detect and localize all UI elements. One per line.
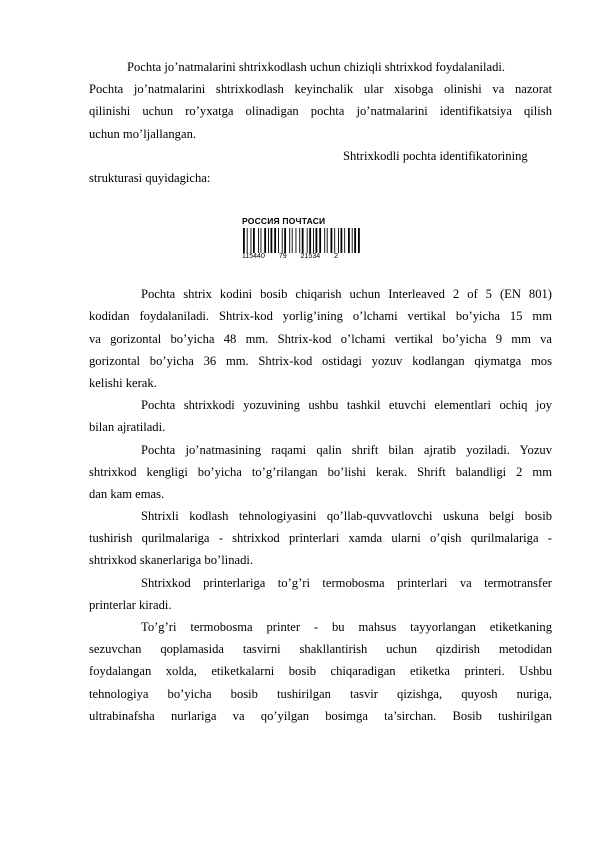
intro-paragraph: [89, 56, 552, 145]
barcode-bar: [258, 228, 259, 254]
barcode-bar: [253, 228, 255, 254]
text-line: Pochta jo’natmalarini shtrixkodlash keyinchalik ular xisobga olinishi va nazorat: [89, 82, 552, 97]
barcode-bar: [324, 228, 325, 254]
text-line: tehnologiya bo’yicha bosib tushirilgan tasvir qizishga, quyosh nuriga,: [89, 686, 552, 701]
barcode-bar: [327, 228, 328, 254]
text-line: Pochta shtrix kodini bosib chiqarish uchun Interleaved 2 of 5 (EN 801): [141, 287, 552, 302]
text-line: kodidan foydalaniladi. Shtrix-kod yorlig’ining o’lchami vertikal bo’yicha 15 mm: [89, 309, 552, 324]
barcode-bar: [268, 228, 269, 254]
barcode-bar: [296, 228, 297, 254]
text-line: foydalangan xolda, etiketkalarni bosib chiqaradigan etiketka printeri. Ushbu: [89, 664, 552, 679]
text-line: tushirish qurilmalariga - shtrixkod printerlari xamda ularni o’qish qurilmalariga -: [89, 531, 552, 546]
paragraph: [89, 283, 552, 394]
barcode-bar: [352, 228, 353, 254]
paragraph: [89, 439, 552, 506]
text-line: ultrabinafsha nurlariga va qo’yilgan bosimga ta’sirchan. Bosib tushirilgan: [89, 708, 552, 723]
text-line: uchun mo’ljallangan.: [89, 126, 197, 141]
text-line: Shtrixkod printerlariga to’g’ri termobosma printerlari va termotransfer: [141, 575, 552, 590]
text-line: va gorizontal bo’yicha 48 mm. Shtrix-kod o’lchami vertikal bo’yicha 9 mm va: [89, 331, 552, 346]
barcode-bar: [348, 228, 350, 254]
text-line: shtrixkod kengligi bo’yicha to’g’rilangan bo’lishi kerak. Shrift balandligi 2 mm: [89, 464, 552, 479]
barcode-bar: [313, 228, 314, 254]
text-line: To’g’ri termobosma printer - bu mahsus tayyorlangan etiketkaning: [141, 620, 552, 635]
text-line: printerlar kiradi.: [89, 597, 172, 612]
barcode-bar: [243, 228, 245, 254]
barcode-bar: [354, 228, 356, 254]
text-line: Pochta jo’natmalarini shtrixkodlash uchun chiziqli shtrixkod foydalaniladi.: [127, 60, 506, 74]
barcode-label: [242, 216, 412, 264]
barcode-bar: [247, 228, 248, 254]
paragraph: [89, 572, 552, 616]
barcode-digit-group: 79: [278, 253, 287, 261]
text-line: Shtrixli kodlash tehnologiyasini qo’llab-quvvatlovchi uskuna belgi bosib: [141, 509, 552, 524]
barcode-bar: [299, 228, 300, 254]
figure-caption: [89, 145, 552, 189]
barcode-digits: [242, 253, 412, 260]
text-line: qilinishi uchun ro’yxatga olinadigan pochta jo’natmalarini identifikatsiya qilish: [89, 104, 552, 119]
barcode-bar: [344, 228, 345, 254]
barcode-bar: [284, 228, 286, 254]
text-line: dan kam emas.: [89, 486, 165, 501]
barcode-title: РОССИЯ ПОЧТАСИ: [242, 216, 326, 227]
barcode-bar: [334, 228, 335, 254]
barcode-bar: [341, 228, 343, 254]
text-line: sezuvchan qoplamasida tasvirni shakllantirish uchun qizdirish metodidan: [89, 642, 552, 657]
barcode-bar: [289, 228, 290, 254]
paragraph: [89, 505, 552, 572]
barcode-bar: [278, 228, 279, 254]
text-line: Pochta jo’natmasining raqami qalin shrift bilan ajratib yoziladi. Yozuv: [141, 442, 552, 457]
paragraph: [89, 394, 552, 438]
barcode-digit-group: 21534: [300, 253, 321, 261]
barcode-bar: [261, 228, 262, 254]
text-line: kelishi kerak.: [89, 375, 157, 390]
barcode-bar: [307, 228, 308, 254]
text-line: shtrixkod skanerlariga bo’linadi.: [89, 553, 254, 568]
barcode-bar: [309, 228, 311, 254]
paragraph: [89, 616, 552, 727]
barcode-bar: [331, 228, 333, 254]
barcode-bar: [271, 228, 273, 254]
text-line: gorizontal bo’yicha 36 mm. Shtrix-kod ostidagi yozuv kodlangan qiymatga mos: [89, 353, 552, 368]
text-line: bilan ajratiladi.: [89, 420, 166, 435]
document-page: [89, 56, 552, 727]
barcode-bar: [302, 228, 304, 254]
text-line: Pochta shtrixkodi yozuvining ushbu tashkil etuvchi elementlari ochiq joy: [141, 398, 552, 413]
barcode-bars: [242, 228, 412, 254]
barcode-bar: [274, 228, 276, 254]
barcode-digit-group: 115440: [242, 253, 265, 261]
barcode-figure: [89, 189, 552, 283]
caption-line: Shtrixkodli pochta identifikatorining: [343, 148, 528, 163]
barcode-bar: [251, 228, 252, 254]
barcode-bar: [338, 228, 339, 254]
barcode-bar: [319, 228, 321, 254]
barcode-bar: [316, 228, 318, 254]
caption-line: strukturasi quyidagicha:: [89, 170, 211, 185]
barcode-bar: [358, 228, 360, 254]
barcode-digit-group: 2: [334, 253, 339, 261]
barcode-bar: [264, 228, 266, 254]
barcode-bar: [292, 228, 293, 254]
barcode-bar: [282, 228, 283, 254]
